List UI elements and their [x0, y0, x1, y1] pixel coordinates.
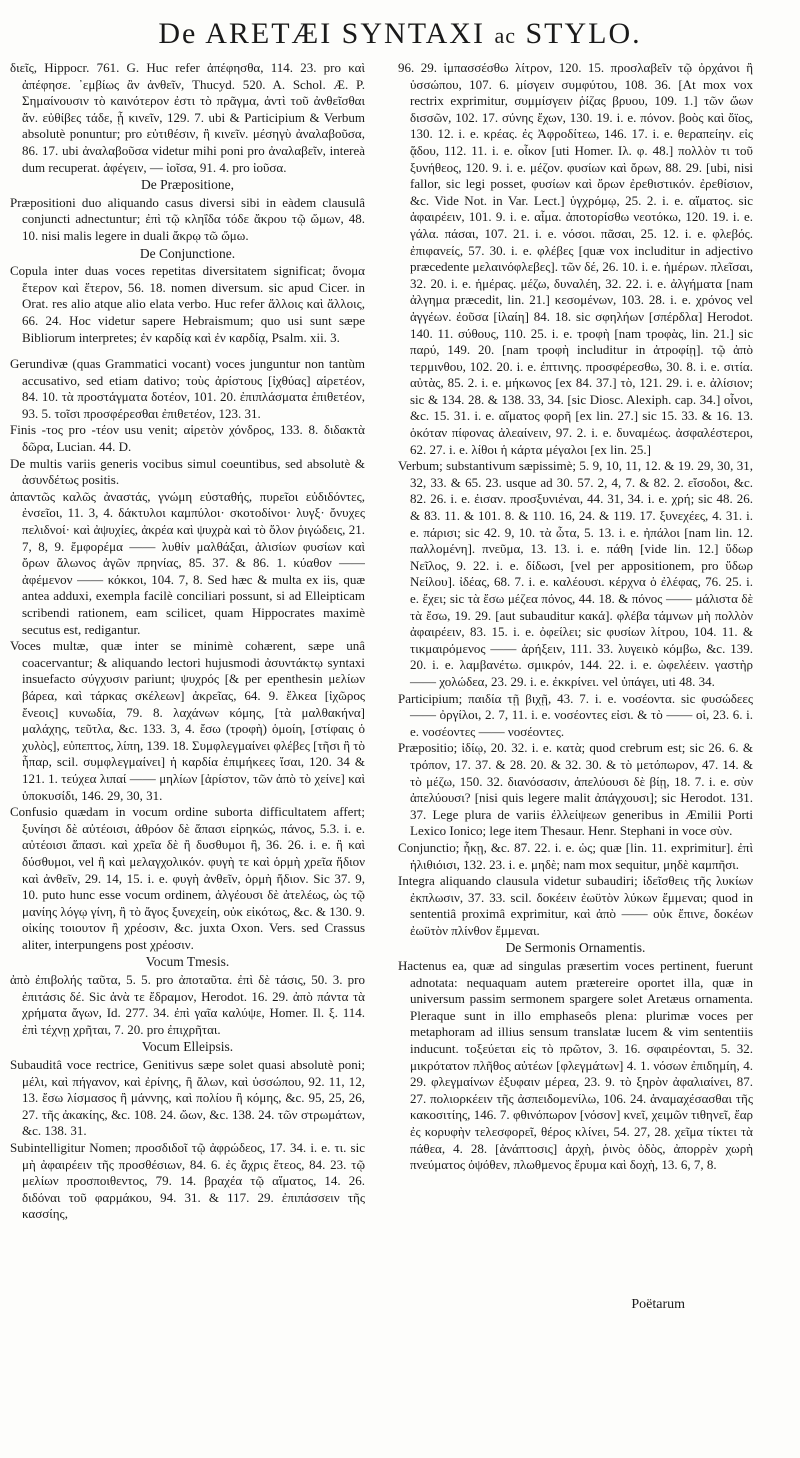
paragraph: διεῖς, Hippocr. 761. G. Huc refer ἀπέφησθα, 114. 23. pro καὶ ἀπέφησε. ᾿εμβίως ἂν ἀνθεῖν, Thucyd. 520. A. Schol. Æ. P. Σημαίνουσιν τὸ καινότερον ἐστι τὸ πρᾶγμα, ἀντὶ τοῦ ἀνθεῖσθαι ἄν. εὐθίβες τάδε, ᾗ κινεῖν, 129. 7. ubi & Participium & Verbum absolutè ponuntur; pro εὐτιθέσιν, ἢ κινεῖν. μέσηγὺ ἀναλαβοῦσα, 86. 17. ubi ἀναλαβοῦσα videtur mihi poni pro ἀναλαβεῖν, intereà dum recuperat. ἀφέγειν, — ἰοῖσα, 91. 4. pro ἰοῦσα.	[10, 60, 365, 175]
paragraph: Copula inter duas voces repetitas diversitatem significat; ὄνομα ἕτερον καὶ ἕτερον, 56. 18. nomen diversum. sic apud Cicer. in Orat. res alio atque alio elata verbo. Huc refer ἄλλοις καὶ ἄλλοις, 66. 24. Hoc videtur sapere Hebraismum; quo usi sunt sæpe Bibliorum interpretes; ἐν καρδίᾳ καὶ ἐν καρδίᾳ, Psalm. xii. 3.	[10, 263, 365, 345]
paragraph: Gerundivæ (quas Grammatici vocant) voces junguntur non tantùm accusativo, sed etiam dativo; τοὺς ἀρίστους [ἰχθύας] αἱρετέον, 84. 10. τὰ προστάγματα δοτέον, 101. 20. ἐπιπλάσματα ἐπιθετέον, 93. 5. τοῖσι προσφέρεσθαι ἐπιθετέον, 123. 31.	[10, 356, 365, 421]
running-header	[0, 14, 800, 54]
paragraph: Præpositio; ἰδίῳ, 20. 32. i. e. κατὰ; quod crebrum est; sic 26. 6. & τρόπον, 17. 37. & 28. 20. & 32. 30. & τὸ μετόπωρον, 47. 14. & τὸ μέζω, 150. 32. διανόσασιν, ἀπελύουσι δὲ βίῃ, 18. 7. i. e. σὺν ἀπελύουσι? [nisi quis legere malit ἀπάγχουσι]; sic Herodot. 131. 37. Lege plura de variis ἐλλείψεων generibus in Æmilii Porti Lexico Ionico; lege item Thesaur. Henr. Stephani in voce σὺν.	[398, 740, 753, 839]
paragraph: Subintelligitur Nomen; προσδιδοῖ τῷ ἀφρώδεος, 17. 34. i. e. τι. sic μὴ ἀφαιρέειν τῆς προσθέσιων, 84. 6. ἐς ἄχρις ἔτεος, 84. 23. τῷ μελίων προσποιθεντος, 79. 14. βραχέα τῷ αἵματος, 14. 26. διδόναι τοῦ φαρμάκου, 94. 31. & 117. 29. ἐπιπάσσειν τῆς κασσίης,	[10, 1140, 365, 1222]
paragraph: Conjunctio; ἧκῃ, &c. 87. 22. i. e. ὡς; quæ [lin. 11. exprimitur]. ἐπὶ ἠλιθιόισι, 132. 23. i. e. μηδὲ; nam mox sequitur, μηδὲ καμπῆσι.	[398, 839, 753, 872]
paragraph: Subauditâ voce rectrice, Genitivus sæpe solet quasi absolutè poni; μέλι, καὶ πήγανον, καὶ ἐρίνης, ἢ ἄλων, καὶ ὑσσώπου, 92. 11, 12, 13. ἔσω λίσμασος ἢ μάννης, καὶ πολίου ἢ κόμης, &c. 95, 25, 26, 27. τῆς ἀκακίης, &c. 108. 24. ὤων, &c. 138. 24. τῶν στρωμάτων, &c. 138. 31.	[10, 1057, 365, 1139]
paragraph: ἀπὸ ἐπιβολής ταῦτα, 5. 5. pro ἀποταῦτα. ἐπὶ δὲ τάσις, 50. 3. pro ἐπιτάσις δέ. Sic ἀνὰ τε ἔδραμον, Herodot. 16. 29. ἀπὸ πάντα τὰ χρήματα ἄγων, Id. 277. 34. ἐπὶ γαῖα καλύψε, Homer. Il. ξ. 114. ἐπὶ τέχνῃ χρῆται, 7. 20. pro ἐπιχρῆται.	[10, 972, 365, 1037]
paragraph: Hactenus ea, quæ ad singulas præsertim voces pertinent, fuerunt adnotata: nequaquam autem prætereire oportet illa, quæ in universum passim sermonem spargere solet Aretæus ornamenta. Pleraque sunt in illo emphaseôs plena: plurimæ voces per metaphoram ad illius sensum translatæ lucem & vim sententiis inducunt. τοξεύεται εἰς τὸ πρῶτον, 3. 16. σφαιρέονται, 5. 32. μικρότατον πλῆθος αὐτέων [φλεγμάτων] 4. 1. νόσων ἐπιδημίη, 4. 29. φλεγμαίνων ἐξυφαιν μέρεα, 23. 9. τὸ ξηρὸν ἀφαλιαίνει, 87. 27. πολιορκέειν τῆς ἀσπειδομενίλω, 106. 24. ἀναμαχέσασθαι τῆς κακοσιτίης, 146. 7. φθινόπωρον [νόσον] κνεῖ, χειμῶν τιθηνεῖ, ἔαρ ἐς κορυφὴν τελεσφορεῖ, θέρος κλίνει, 54. 27, 28. χεῖμα τίκτει τὰ πάθεα, 4. 28. [ἀνάπτοσις] ἀρχὴ, ῥινὸς ὀδὸς, ἀπορρὲν χωρὴ πνεύματος ὀψόθεν, πλωθμενος ἔρυμα καὶ δοχὴ, 13. 6, 7, 8.	[398, 958, 753, 1173]
title-conj: ac	[494, 23, 516, 48]
section-heading: De Sermonis Ornamentis.	[505, 940, 646, 956]
title-prefix: De	[158, 17, 198, 50]
paragraph: De multis variis generis vocibus simul coeuntibus, sed absolutè & ἀσυνδέτως positis.	[10, 455, 365, 488]
section-heading: De Præpositione,	[141, 177, 234, 193]
right-column	[398, 60, 753, 1395]
paragraph: 96. 29. ἱμπασσέσθω λίτρον, 120. 15. προσλαβεῖν τῷ ὀρχάνοι ἢ ὑσσώπου, 107. 6. μίσγειν συμφύτου, 108. 36. [At mox vox rectrix exprimitur, συμμίσγειν ῥίζας βρυου, 109. 1.] τῶν ὤων δισσῶν, 102. 17. σύνης ἔχων, 130. 19. i. e. πόνον. βοὸς καὶ ὄϊος, 130. 12. i. e. κρέας. ἐς Ἀφροδίτεω, 146. 17. i. e. θεραπείην. εἰς ᾅδου, 112. 11. i. e. οἶκον [uti Homer. Ιλ. φ. 48.] πολλὸν τι τοῦ ξυνήθεος, 120. 9. i. e. μέζον. φυσίων καὶ ὄρων, 88. 29. [ubi, nisi fallor, sic legi posset, φυσίων καὶ ὄρων ἐρεθιστικόν. ἐρεθίσιον, &c. Vide Not. in Var. Lect.] ὑγχρόμῳ, 25. 2. i. e. αἵματος. sic ἀφαιρέειν, 101. 9. i. e. αἷμα. ἀποτορίσθω νεοτόκω, 120. 19. i. e. γάλα. πάσαι, 107. 21. i. e. νόσοι. πᾶσαι, 25. 12. i. e. φλεβός. ἐπιφανείς, 57. 30. i. e. φλέβες [quæ vox includitur in adjectivo præcedente μελαινόφλεβες]. τῶν δέ, 26. 10. i. e. ἡμέρων. πλεῖσαι, 32. 20. i. e. ἡμέρας. μέζω, δυναλέη, 32. 22. i. e. ἀλγήματα [nam ἀλγημα præcedit, lin. 21.] κεσομένων, 103. 28. i. e. χρόνος vel ἀγγέων. ἐοῦσα [ἰλαίη] 84. 18. sic σφηλήων [σπέρδλα] Herodot. 140. 11. σύθους, 110. 25. i. e. τροφὴ [nam τροφὰς, lin. 21.] sic παρύ, 149. 20. [nam τροφὴ includitur in ἀτροφίῃ]. τῷ ἀπὸ τερμινθου, 102. 20. i. e. ἐπτινης. προσφέρεσθω, 30. 8. i. e. σιτία. αὐτὰς, 85. 2. i. e. μήκωνος [ex 84. 37.] τὸ, 121. 29. i. e. ἀλίσιον; sic & 134. 28. & 138. 33, 34. [sic Diosc. Alexiph. cap. 34.] οἶνοι, &c. 15. 31. i. e. αἵματος φορῆ [ex lin. 27.] sic 15. 33. & 16. 13. ὁκόταν πίφονας ἀλεαίνειν, 97. 2. i. e. δυναμέως. ἀσφαλέστεροι, 62. 27. i. e. λίθοι ἡ κάρτα μέγαλοι [ex lin. 25.]	[398, 60, 753, 457]
page-title	[0, 14, 800, 56]
left-column	[10, 60, 365, 1395]
paragraph: ἀπαντῶς καλῶς ἀναστάς, γνώμη εὐσταθής, πυρεῖοι εὐδιδόντες, ἐνσεῖοι, 11. 3, 4. δάκτυλοι καμπύλοι· σκοτοδίνοι· λυγξ· ὄνυχες πελιδνοί· καὶ ἀψυχίες, ἀκρέα καὶ ψυχρὰ καὶ τὸ ὅλον ῥιγώδεις, 21. 7, 8, 9. ἔμφορέμα —— λυθίν μαλθάξαι, ἁλισίων φυσίων καὶ ὄρων ἄλωνος ἀγῶν πρηνίας, 85. 37. & 86. 1. κύαθον —— ἀφέμενον —— κόκκοι, 104. 7, 8. Sed hæc & multa ex iis, quæ antea adduxi, exempla facilè conciliari possunt, si ad Elleipticam scribendi rationem, eam scilicet, quam Hippocrates maximè secutus est, redigantur.	[10, 488, 365, 637]
section-heading: Vocum Tmesis.	[145, 954, 230, 970]
section-heading: Vocum Elleipsis.	[141, 1039, 234, 1055]
paragraph: Finis -τος pro -τέον usu venit; αἱρετὸν χόνδρος, 133. 8. διδακτὰ δῶρα, Lucian. 44. D.	[10, 422, 365, 455]
title-suffix: STYLO.	[525, 17, 642, 50]
section-heading: De Conjunctione.	[139, 245, 236, 261]
paragraph: Voces multæ, quæ inter se minimè cohærent, sæpe unâ coacervantur; & aliquando lectori hujusmodi ἀσυντάκτῳ syntaxi insuefacto σύγχυσιν pariunt; ψυχρός [& per epenthesin μελίων βάρεα, καὶ τάρκας σκέλεων] ἀκρεῖας, 64. 9. ἔλκεα [ἰχῶρος ἔνεοις] κυνωδία, 79. 8. λαχάνων κόμης, [τὰ μαλθακήνα] μαλάχης, τεῦτλα, &c. 133. 3, 4. ἔσω (τροφὴ) ὁμοίη, [στίφαις ὁ χυλὸς], εὐπεπτος, λίπη, 139. 18. Συμφλεγμαίνει φλέβες [τῆσι ἢ τὸ ἧπαρ, scil. συμφλεγμαίνει] ἡ καρδία ἐπιμήκεες ἴσαι, 120. 34 & 121. 1. τεύχεα λιπαί —— μηλίων [ἀρίστον, τῶν ἀπὸ τὸ χείνε] καὶ ὑποκυσίδι, 146. 29, 30, 31.	[10, 638, 365, 803]
catchword: Poëtarum	[631, 1297, 685, 1312]
title-main: ARETÆI SYNTAXI	[205, 17, 485, 50]
paragraph: Præpositioni duo aliquando casus diversi sibi in eàdem clausulâ conjuncti adnectuntur; ἐπὶ τῷ κληΐδα τόδε ἄκρου τῷ ὤμων, 48. 10. nisi malis legere in duali ἄκρῳ τῶ ὤμω.	[10, 194, 365, 243]
paragraph: Confusio quædam in vocum ordine suborta difficultatem affert; ξυνίησι δὲ αὐτέοισι, ἀθρόον δὲ ἅπασι εἰρηκώς, πάνος, 5.3. i. e. αὐτέοισι ἅπασι. καὶ χρεῖα δὲ ἢ δυσθυμοι ἢ, 36. 26. i. e. ἢ καὶ δύσθυμοι, vel ἢ καὶ μελαγχολικόν. φυγὴ τε καὶ ὁρμὴ χρεῖα ἥδιον καὶ ἀνθεῖν, 29. 14, 15. i. e. φυγὴ ἀνθεῖν, ὁρμὴ ἥδιον. Sic 37. 9, 10. puto hunc esse vocum ordinem, ἀλγέουσι δὲ ἀτελέως, ὡς τῷ μανίης λόγῳ γίνη, ἢ τὸ ἄγος ξυνεχείη, οὐκ εἰκότως, &c. & 130. 9. οἰκίης τοιουτον ἢ χρέοσιν, &c. juxta Oxon. Vers. sed Crassus aliter, interpungens post χρέοσιν.	[10, 804, 365, 952]
paragraph: Verbum; substantivum sæpissimè; 5. 9, 10, 11, 12. & 19. 29, 30, 31, 32, 33. & 65. 23. usque ad 30. 57. 2, 4, 7. & 82. 2. εἴσοδοι, &c. 82. 26. i. e. ἐισαν. προσξυνιέναι, 44. 31, 34. i. e. χρή; sic 48. 26. & 83. 11. & 101. 8. & 110. 16, 24. & 119. 17. ξυνεχέες, 4. 31. i. e. πάρισι; sic 42. 9, 10. τὰ ὦτα, 5. 13. i. e. ἠπάλοι [nam lin. 12. παλλομένη]. πνεῦμα, 13. 13. i. e. πάθη [vide lin. 12.] ὕδωρ Νεῖλος, 9. 22. i. e. δίδωσι, [vel per appositionem, pro ὕδωρ Νείλου]. ἰδέας, 68. 7. i. e. καλέουσι. κέρχνα ὁ ἐλέφας, 76. 25. i. e. ἔχει; sic τὰ ἔσω μέζεα πόνος, 44. 18. & πόνος —— μάλιστα δὲ τὰ ἔσω, 19. 29. [aut subauditur κακά]. φλέβα τάμνων μὴ πολλὸν ἀφαιρέειν, 83. 15. i. e. ὀφείλει; sic φυσίων λίτρου, 104. 11. & τικμαιρόμενος —— ἀρήξειν, 111. 33. λυγεικὸ κόμβω, &c. 139. 20. i. e. λαμβανέτω. σμικρόν, 144. 22. i. e. ὠφελέειν. γαστὴρ —— χολώδεα, 23. 29. i. e. ἐκκρίνει. vel ὑπάγει, uti 48. 34.	[398, 458, 753, 689]
paragraph: Integra aliquando clausula videtur subaudiri; ἰδεῖσθεις τῆς λυκίων ἐκπλωσιν, 37. 33. scil. δοκέειν ἐωϋτὸν λύκων ἔμμεναι; quod in sententiâ proximâ exprimitur, καὶ ἀπὸ —— οὐκ ἔπινε, δοκέων ἐωϋτὸν πλίνθον ἔμμεναι.	[398, 873, 753, 938]
paragraph: Participium; παιδία τῇ βιχῇ, 43. 7. i. e. νοσέοντα. sic φυσώδεες —— ὀργίλοι, 2. 7, 11. i. e. νοσέοντες εἰσι. & τὸ —— οἱ, 23. 6. i. e. νοσέοντες —— νοσέοντες.	[398, 690, 753, 739]
